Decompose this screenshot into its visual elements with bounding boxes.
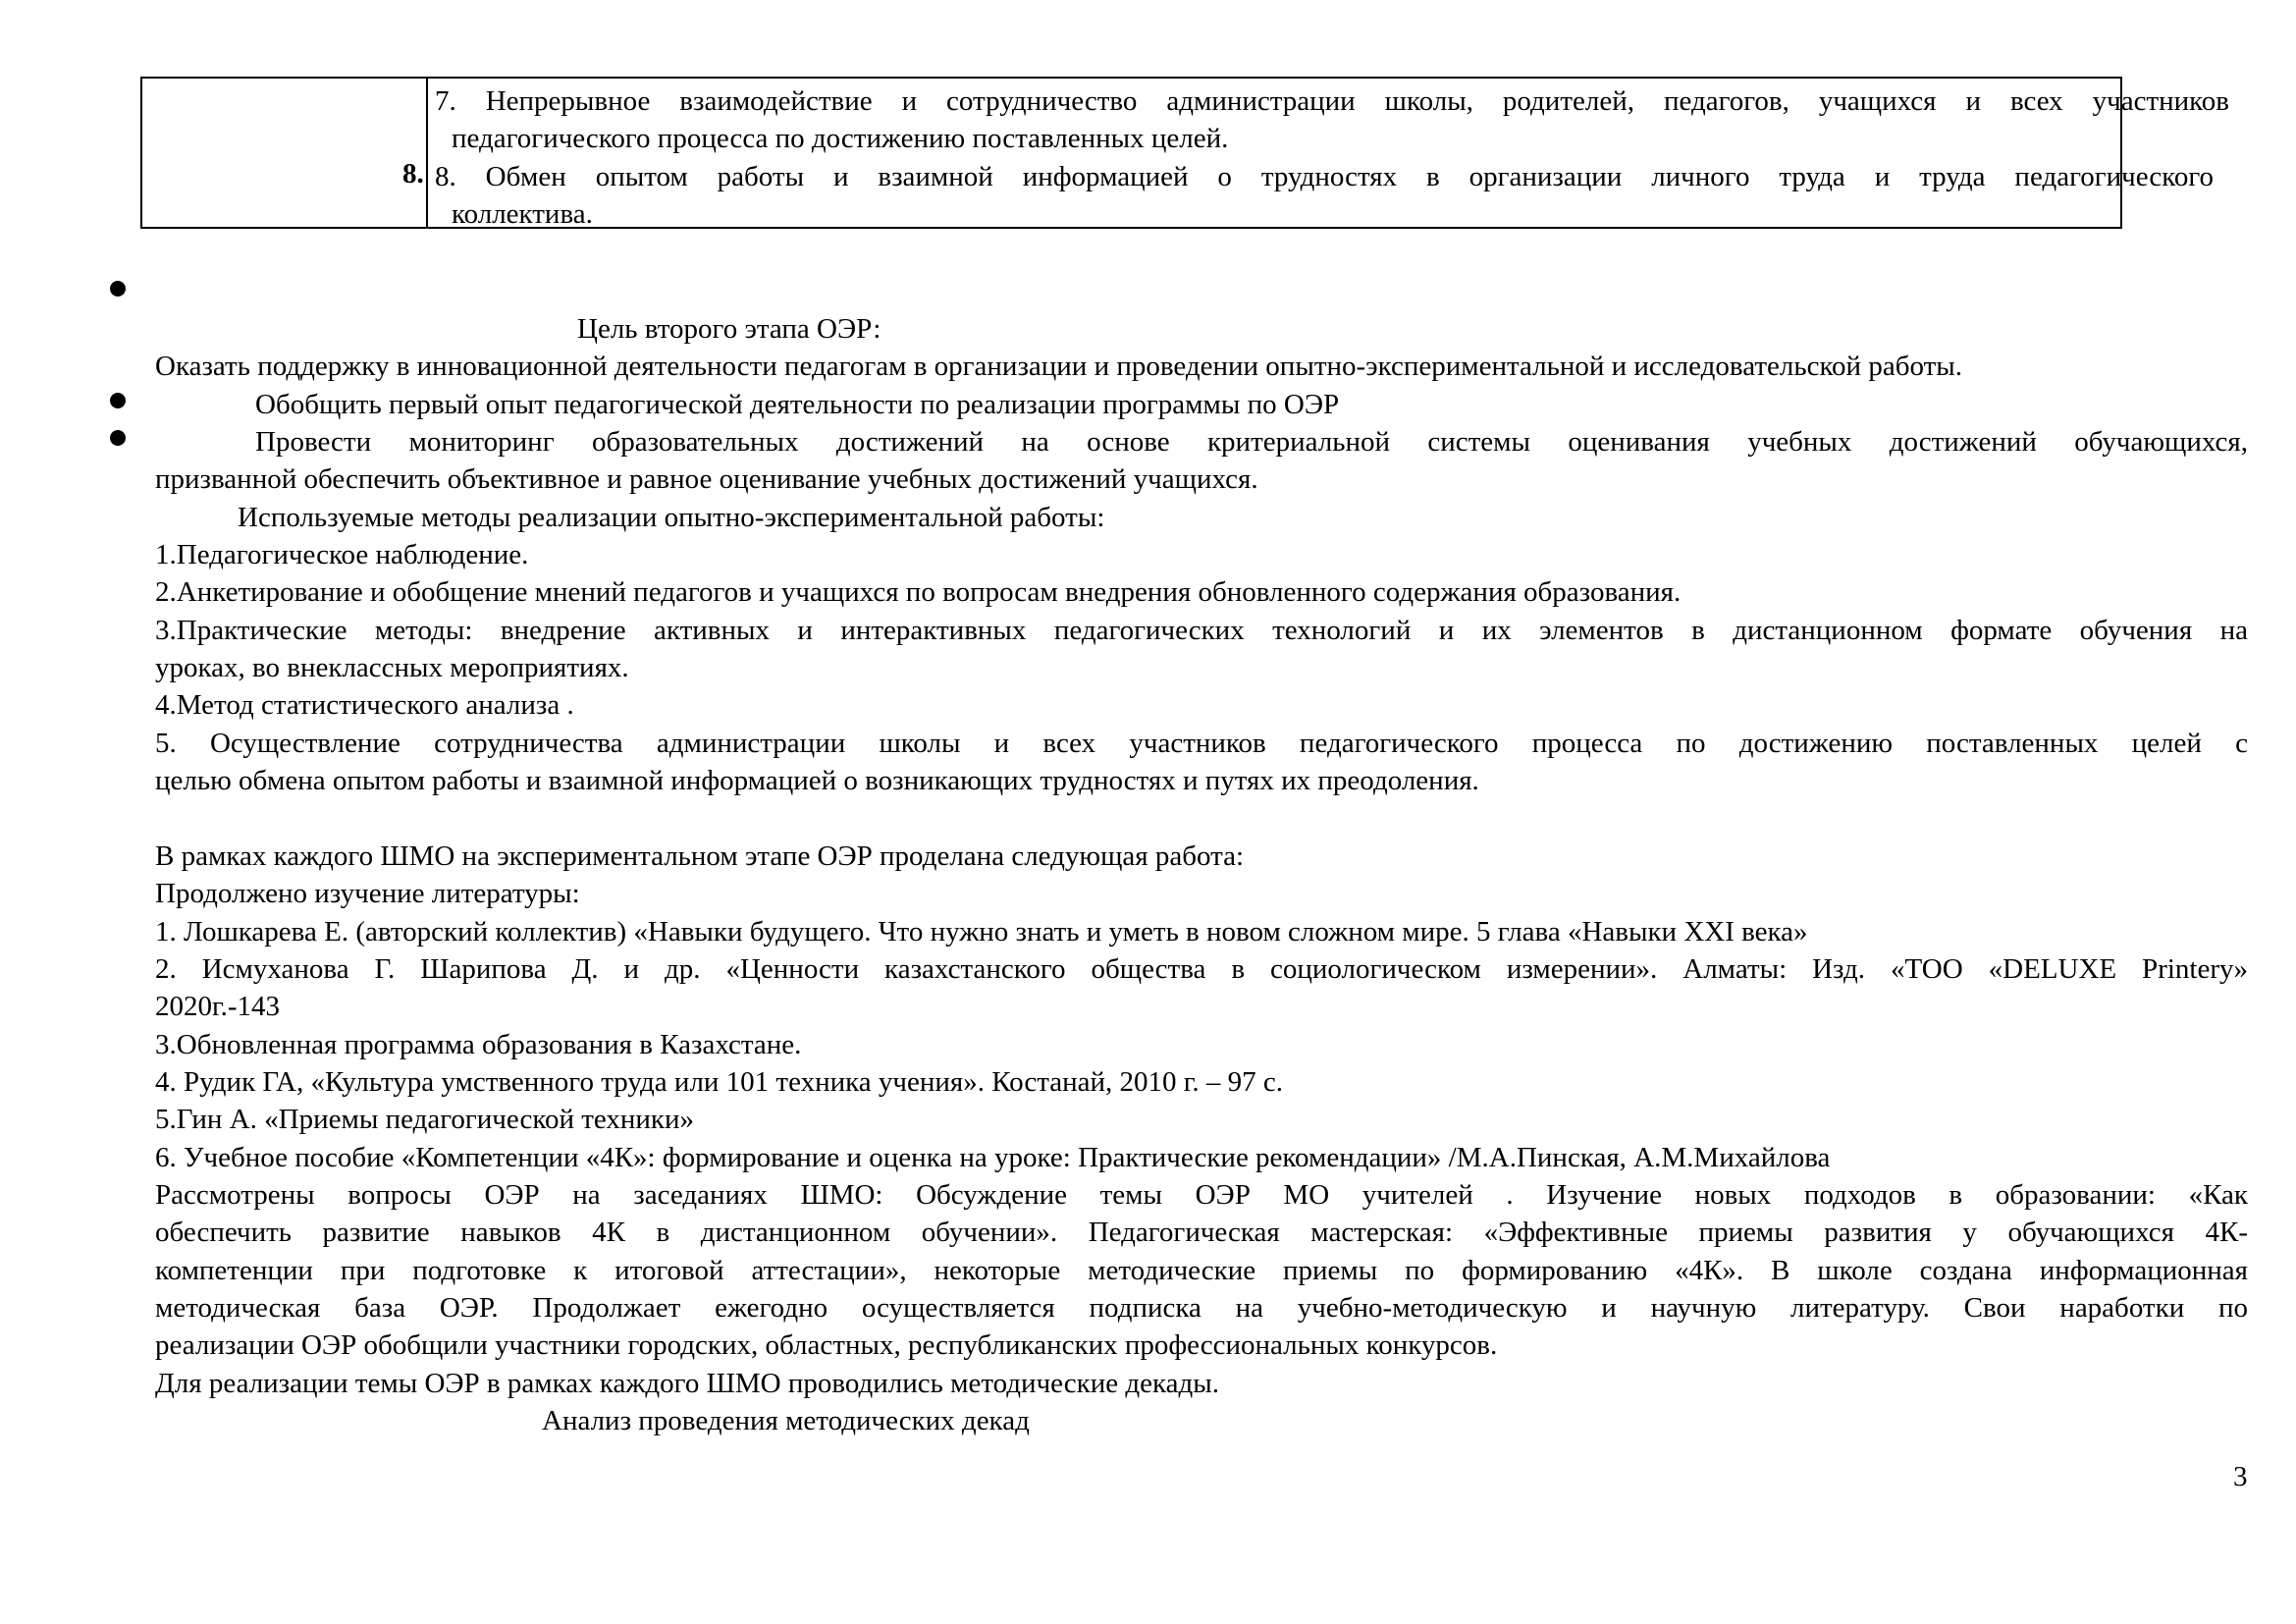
method-5-line-2: целью обмена опытом работы и взаимной информацией о возникающих трудностях и путях их преодоления.: [155, 765, 1479, 796]
goal-heading: Цель второго этапа ОЭР:: [577, 313, 881, 345]
literature-item-5: 5.Гин А. «Приемы педагогической техники»: [155, 1104, 695, 1135]
method-3-line-1: 3.Практические методы: внедрение активных и интерактивных педагогических технологий и их элементов в дистанционном формате обучения на: [155, 615, 2248, 646]
literature-intro: Продолжено изучение литературы:: [155, 878, 580, 909]
goal-bullet-3-line-2: призванной обеспечить объективное и равное оценивание учебных достижений учащихся.: [155, 463, 1258, 495]
table-cell-line-3: 8. Обмен опытом работы и взаимной информацией о трудностях в организации личного труда и труда педагогического: [435, 161, 2214, 192]
literature-item-3: 3.Обновленная программа образования в Казахстане.: [155, 1029, 802, 1060]
goal-text: Оказать поддержку в инновационной деятельности педагогам в организации и проведении опытно-экспериментальной и исследовательской работы.: [155, 351, 1962, 382]
paragraph-line-1: Рассмотрены вопросы ОЭР на заседаниях ШМО: Обсуждение темы ОЭР МО учителей . Изучение новых подходов в образовании: «Как: [155, 1179, 2248, 1211]
table-cell-line-2: педагогического процесса по достижению поставленных целей.: [452, 123, 1229, 154]
literature-item-2-line-2: 2020г.-143: [155, 991, 281, 1022]
literature-item-2-line-1: 2. Исмуханова Г. Шарипова Д. и др. «Ценности казахстанского общества в социологическом измерении». Алматы: Изд. «ТОО «DELUXE Printery»: [155, 953, 2248, 985]
page-number: 3: [2233, 1461, 2248, 1492]
literature-item-1: 1. Лошкарева Е. (авторский коллектив) «Навыки будущего. Что нужно знать и уметь в новом сложном мире. 5 глава «Навыки XXI века»: [155, 916, 1808, 947]
paragraph-line-5: реализации ОЭР обобщили участники городских, областных, республиканских профессиональных конкурсов.: [155, 1329, 1498, 1361]
goal-bullet-3-line-1: Провести мониторинг образовательных достижений на основе критериальной системы оценивания учебных достижений обучающихся,: [255, 426, 2248, 458]
method-5-line-1: 5. Осуществление сотрудничества администрации школы и всех участников педагогического процесса по достижению поставленных целей с: [155, 728, 2248, 759]
method-3-line-2: уроках, во внеклассных мероприятиях.: [155, 652, 629, 683]
paragraph-line-2: обеспечить развитие навыков 4К в дистанционном обучении». Педагогическая мастерская: «Эффективные приемы развития у обучающихся 4К-: [155, 1217, 2248, 1248]
bullet-marker: [110, 430, 126, 446]
table-cell-line-4: коллектива.: [452, 198, 593, 230]
shmo-intro: В рамках каждого ШМО на экспериментальном этапе ОЭР проделана следующая работа:: [155, 840, 1245, 872]
literature-item-4: 4. Рудик ГА, «Культура умственного труда или 101 техника учения». Костанай, 2010 г. – 97 с.: [155, 1066, 1284, 1098]
methods-heading: Используемые методы реализации опытно-экспериментальной работы:: [238, 502, 1105, 533]
table-column-divider: [426, 79, 428, 227]
goal-bullet-2: Обобщить первый опыт педагогической деятельности по реализации программы по ОЭР: [255, 389, 1340, 420]
bullet-marker: [110, 393, 126, 408]
paragraph-line-6: Для реализации темы ОЭР в рамках каждого ШМО проводились методические декады.: [155, 1368, 1219, 1399]
paragraph-line-3: компетенции при подготовке к итоговой аттестации», некоторые методические приемы по формированию «4К». В школе создана информационная: [155, 1255, 2248, 1286]
table-cell-line-1: 7. Непрерывное взаимодействие и сотрудничество администрации школы, родителей, педагогов, учащихся и всех участников: [435, 85, 2229, 117]
analysis-heading: Анализ проведения методических декад: [542, 1405, 1030, 1436]
method-1: 1.Педагогическое наблюдение.: [155, 539, 529, 570]
method-2: 2.Анкетирование и обобщение мнений педагогов и учащихся по вопросам внедрения обновленного содержания образования.: [155, 576, 1682, 608]
literature-item-6: 6. Учебное пособие «Компетенции «4К»: формирование и оценка на уроке: Практические рекомендации» /М.А.Пинская, А.М.Михайлова: [155, 1142, 1831, 1173]
table-row-number: 8.: [402, 158, 424, 189]
bullet-marker: [110, 281, 126, 297]
method-4: 4.Метод статистического анализа .: [155, 689, 574, 721]
paragraph-line-4: методическая база ОЭР. Продолжает ежегодно осуществляется подписка на учебно-методическую и научную литературу. Свои наработки по: [155, 1292, 2248, 1324]
